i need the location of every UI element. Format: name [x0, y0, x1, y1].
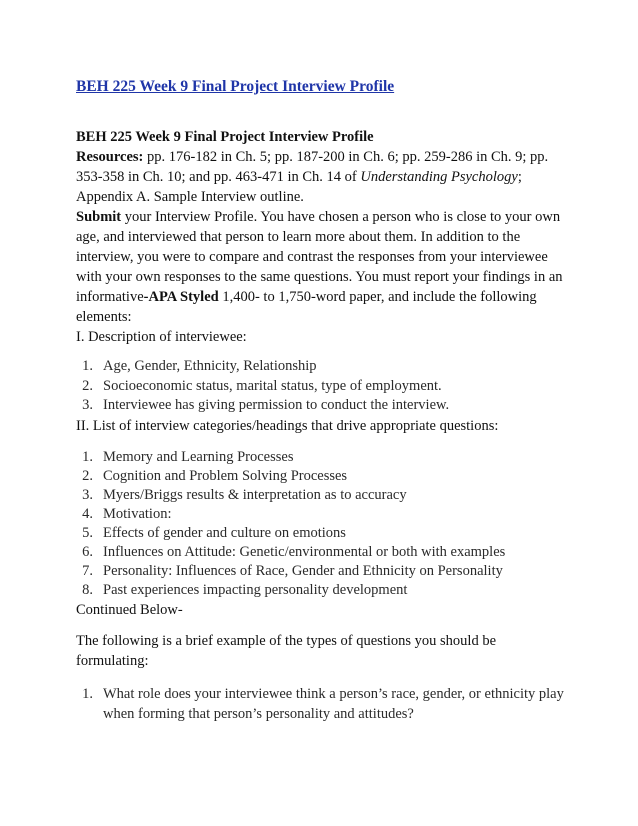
list-item: 2. Socioeconomic status, marital status, type of employment.	[82, 377, 442, 394]
questions-intro: The following is a brief example of the types of questions you should be formulating:	[76, 632, 497, 669]
resources-text-end: ; Appendix A. Sample Interview outline.	[76, 169, 522, 205]
interviewee-description-list	[76, 357, 566, 416]
continued-note: Continued Below-	[76, 601, 183, 618]
submit-text: your Interview Profile. You have chosen a person who is close to your own age, and interviewed that person to learn more about them. In addition to the interview, you were to compare and contrast the responses from your interviewee with your own responses to the same questions. You must report your findings in an informative	[76, 209, 563, 305]
document-heading: BEH 225 Week 9 Final Project Interview Profile	[76, 129, 374, 145]
resources-text: pp. 176-182 in Ch. 5; pp. 187-200 in Ch. 6; pp. 259-286 in Ch. 9; pp. 353-358 in Ch. 10; and pp. 463-471 in Ch. 14 of	[76, 149, 549, 185]
list-item: 1. What role does your interviewee think a person’s race, gender, or ethnicity play when forming that person’s personality and attitudes?	[82, 685, 564, 722]
list-item: 1. Age, Gender, Ethnicity, Relationship	[82, 358, 317, 374]
list-item: 8. Past experiences impacting personality development	[82, 581, 408, 598]
list-item: 3. Myers/Briggs results & interpretation as to accuracy	[82, 486, 407, 503]
submit-text-end: 1,400- to 1,750-word paper, and include the following elements:	[76, 289, 537, 325]
list-item: 2. Cognition and Problem Solving Processes	[82, 467, 348, 484]
list-item: 1. Memory and Learning Processes	[82, 448, 294, 465]
resources-paragraph	[76, 147, 566, 207]
submit-paragraph	[76, 207, 566, 327]
list-item: 6. Influences on Attitude: Genetic/environmental or both with examples	[82, 543, 506, 560]
section-2-heading: II. List of interview categories/headings that drive appropriate questions:	[76, 417, 499, 434]
title-link[interactable]: BEH 225 Week 9 Final Project Interview Profile	[76, 78, 395, 95]
document-body	[76, 127, 566, 724]
resources-book-title: Understanding Psychology	[360, 169, 518, 185]
submit-label: Submit	[76, 209, 122, 225]
list-item: 3. Interviewee has giving permission to conduct the interview.	[82, 397, 450, 413]
apa-styled-label: -APA Styled	[143, 289, 219, 305]
interview-categories-list	[76, 448, 566, 600]
section-1-heading: I. Description of interviewee:	[76, 329, 247, 345]
resources-label: Resources:	[76, 149, 144, 165]
list-item: 4. Motivation:	[82, 505, 172, 522]
list-item: 7. Personality: Influences of Race, Gender and Ethnicity on Personality	[82, 562, 503, 579]
list-item: 5. Effects of gender and culture on emotions	[82, 524, 346, 541]
example-questions-list	[76, 684, 566, 724]
